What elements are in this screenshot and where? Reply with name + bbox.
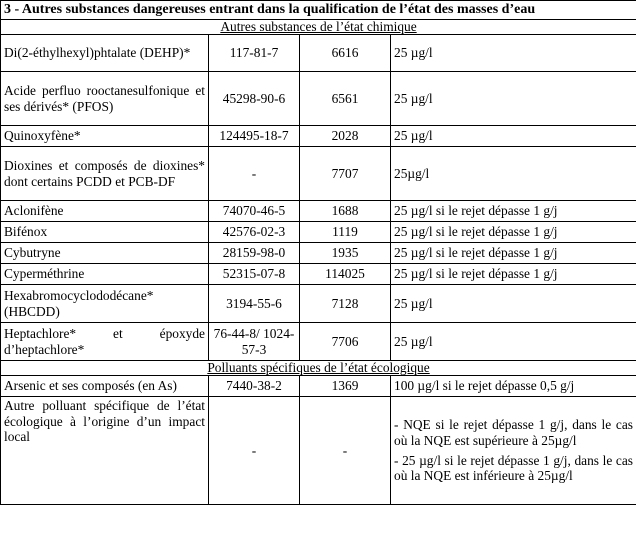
table-row — [1, 35, 636, 72]
nqe-value: 100 µg/l si le rejet dépasse 0,5 g/j — [391, 376, 636, 397]
section-heading-ecological: Polluants spécifiques de l’état écologique — [1, 361, 636, 376]
nqe-value: 25 µg/l si le rejet dépasse 1 g/j — [391, 264, 636, 285]
table-row — [1, 264, 636, 285]
table-row — [1, 201, 636, 222]
nqe-value: 25 µg/l — [391, 35, 636, 72]
substance-name: Heptachlore* et époxyde d’heptachlore* — [1, 323, 209, 361]
sandre-code: 7128 — [300, 285, 391, 323]
substance-name: Acide perfluo rooctanesulfonique et ses dérivés* (PFOS) — [1, 72, 209, 126]
nqe-value: 25 µg/l — [391, 72, 636, 126]
nqe-value: 25 µg/l si le rejet dépasse 1 g/j — [391, 222, 636, 243]
nqe-value: 25µg/l — [391, 147, 636, 201]
nqe-condition-above: - NQE si le rejet dépasse 1 g/j, dans le cas où la NQE est supérieure à 25µg/l — [394, 417, 633, 448]
nqe-condition-below: - 25 µg/l si le rejet dépasse 1 g/j, dans le cas où la NQE est inférieure à 25µg/l — [394, 452, 633, 484]
sandre-code: - — [300, 397, 391, 505]
table-row — [1, 376, 636, 397]
table-row — [1, 126, 636, 147]
nqe-value: 25 µg/l — [391, 126, 636, 147]
sandre-code: 1935 — [300, 243, 391, 264]
nqe-value: 25 µg/l — [391, 323, 636, 361]
table-title: 3 - Autres substances dangereuses entrant dans la qualification de l’état des masses d’eau — [1, 1, 636, 20]
sandre-code: 6561 — [300, 72, 391, 126]
cas-number: 28159-98-0 — [209, 243, 300, 264]
sandre-code: 1119 — [300, 222, 391, 243]
section-row-chemical — [1, 20, 636, 35]
cas-number: 42576-02-3 — [209, 222, 300, 243]
sandre-code: 1688 — [300, 201, 391, 222]
cas-number: 76-44-8/ 1024-57-3 — [209, 323, 300, 361]
section-heading-chemical: Autres substances de l’état chimique — [1, 20, 636, 35]
cas-number: 124495-18-7 — [209, 126, 300, 147]
table-row — [1, 285, 636, 323]
table-row — [1, 147, 636, 201]
section-row-ecological — [1, 361, 636, 376]
table-row — [1, 243, 636, 264]
substance-name: Quinoxyfène* — [1, 126, 209, 147]
nqe-value: 25 µg/l si le rejet dépasse 1 g/j — [391, 201, 636, 222]
title-row — [1, 1, 636, 20]
cas-number: 74070-46-5 — [209, 201, 300, 222]
substance-name: Aclonifène — [1, 201, 209, 222]
sandre-code: 6616 — [300, 35, 391, 72]
table-row — [1, 222, 636, 243]
table-row — [1, 397, 636, 505]
substance-name: Hexabromocyclododécane* (HBCDD) — [1, 285, 209, 323]
table-row — [1, 72, 636, 126]
nqe-value — [391, 397, 636, 505]
cas-number: 52315-07-8 — [209, 264, 300, 285]
substance-name: Dioxines et composés de dioxines* dont certains PCDD et PCB-DF — [1, 147, 209, 201]
sandre-code: 2028 — [300, 126, 391, 147]
cas-number: 7440-38-2 — [209, 376, 300, 397]
cas-number: - — [209, 397, 300, 505]
substance-name: Bifénox — [1, 222, 209, 243]
cas-number: 117-81-7 — [209, 35, 300, 72]
substance-name: Cyperméthrine — [1, 264, 209, 285]
cas-number: 45298-90-6 — [209, 72, 300, 126]
cas-number: - — [209, 147, 300, 201]
substance-name: Cybutryne — [1, 243, 209, 264]
sandre-code: 1369 — [300, 376, 391, 397]
substance-name: Di(2-éthylhexyl)phtalate (DEHP)* — [1, 35, 209, 72]
nqe-value: 25 µg/l si le rejet dépasse 1 g/j — [391, 243, 636, 264]
sandre-code: 7706 — [300, 323, 391, 361]
substance-name: Autre polluant spécifique de l’état écologique à l’origine d’un impact local — [1, 397, 209, 505]
substance-name: Arsenic et ses composés (en As) — [1, 376, 209, 397]
sandre-code: 7707 — [300, 147, 391, 201]
table-row — [1, 323, 636, 361]
cas-number: 3194-55-6 — [209, 285, 300, 323]
nqe-value: 25 µg/l — [391, 285, 636, 323]
sandre-code: 114025 — [300, 264, 391, 285]
